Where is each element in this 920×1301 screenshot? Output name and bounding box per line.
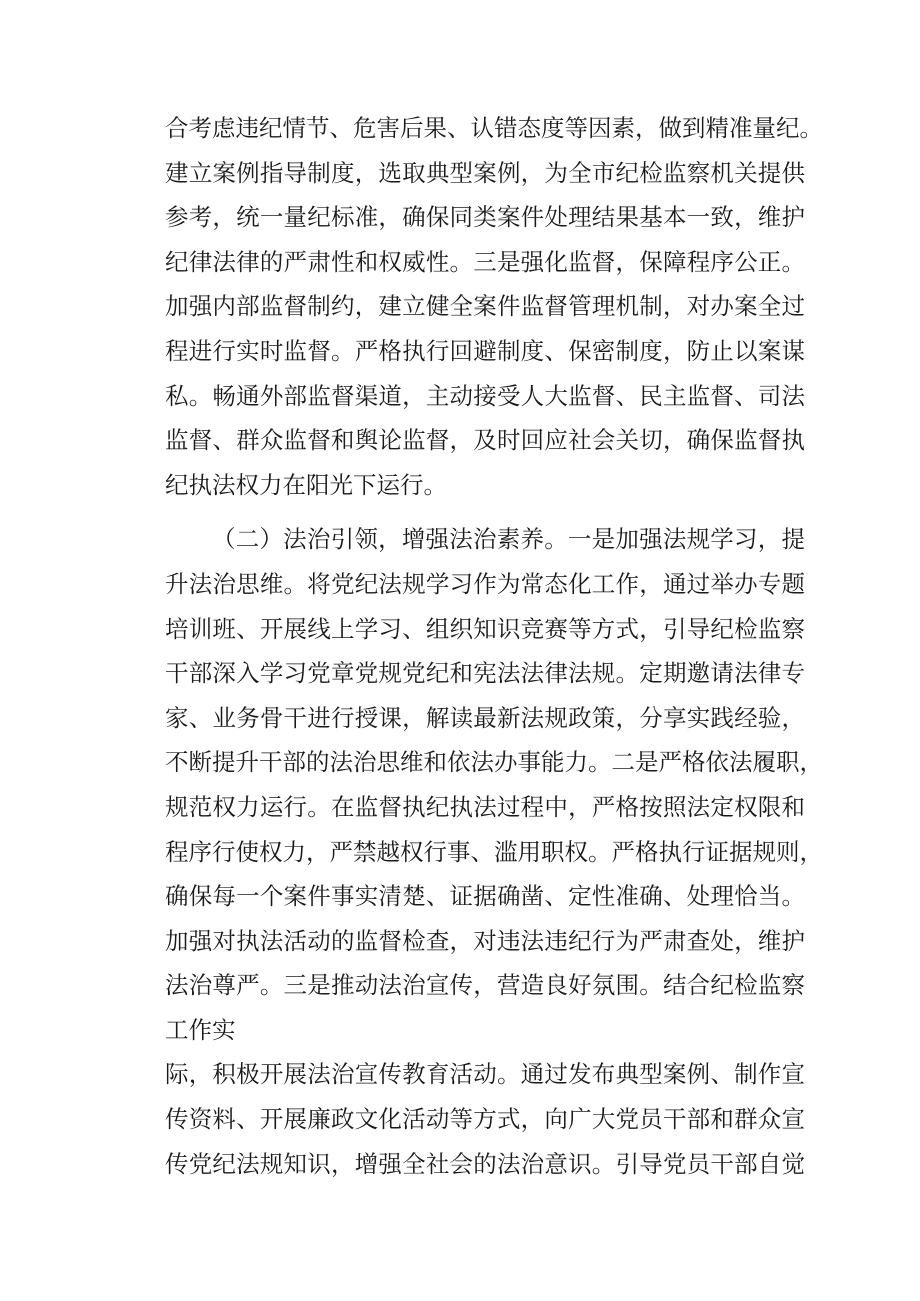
paragraph-gap xyxy=(165,507,805,517)
text-line: 工作实 xyxy=(165,1015,236,1044)
text-line: 规范权力运行。在监督执纪执法过程中，严格按照法定权限和 xyxy=(165,792,805,821)
text-line: 程进行实时监督。严格执行回避制度、保密制度，防止以案谋 xyxy=(165,336,805,365)
text-line: 纪律法律的严肃性和权威性。三是强化监督，保障程序公正。 xyxy=(165,247,805,276)
text-line: 合考虑违纪情节、危害后果、认错态度等因素，做到精准量纪。 xyxy=(165,114,823,142)
text-line: 不断提升干部的法治思维和依法办事能力。二是严格依法履职， xyxy=(165,748,823,777)
paragraph-3 xyxy=(165,1052,805,1186)
text-line: 参考，统一量纪标准，确保同类案件处理结果基本一致，维护 xyxy=(165,203,805,232)
text-line: 法治尊严。三是推动法治宣传，营造良好氛围。结合纪检监察 xyxy=(165,971,805,1000)
paragraph-2 xyxy=(165,517,823,1052)
text-line: 加强对执法活动的监督检查，对违法违纪行为严肃查处，维护 xyxy=(165,926,805,955)
text-line: 干部深入学习党章党规党纪和宪法法律法规。定期邀请法律专 xyxy=(165,659,805,688)
text-line: 确保每一个案件事实清楚、证据确凿、定性准确、处理恰当。 xyxy=(165,882,805,911)
text-line: 家、业务骨干进行授课，解读最新法规政策，分享实践经验， xyxy=(165,703,805,732)
text-line: 监督、群众监督和舆论监督，及时回应社会关切，确保监督执 xyxy=(165,426,805,455)
text-line: 加强内部监督制约，建立健全案件监督管理机制，对办案全过 xyxy=(165,292,805,321)
text-line: （二）法治引领，增强法治素养。一是加强法规学习，提 xyxy=(212,525,805,554)
text-line: 纪执法权力在阳光下运行。 xyxy=(165,470,447,499)
text-line: 升法治思维。将党纪法规学习作为常态化工作，通过举办专题 xyxy=(165,569,805,598)
text-line: 程序行使权力，严禁越权行事、滥用职权。严格执行证据规则， xyxy=(165,837,823,866)
text-line: 建立案例指导制度，选取典型案例，为全市纪检监察机关提供 xyxy=(165,158,805,187)
text-line: 传资料、开展廉政文化活动等方式，向广大党员干部和群众宣 xyxy=(165,1105,805,1134)
text-line: 传党纪法规知识，增强全社会的法治意识。引导党员干部自觉 xyxy=(165,1149,805,1178)
body-text xyxy=(165,106,823,1186)
paragraph-1 xyxy=(165,106,823,507)
text-line: 私。畅通外部监督渠道，主动接受人大监督、民主监督、司法 xyxy=(165,381,805,410)
text-line: 培训班、开展线上学习、组织知识竞赛等方式，引导纪检监察 xyxy=(165,614,805,643)
text-line: 际，积极开展法治宣传教育活动。通过发布典型案例、制作宣 xyxy=(165,1060,805,1089)
